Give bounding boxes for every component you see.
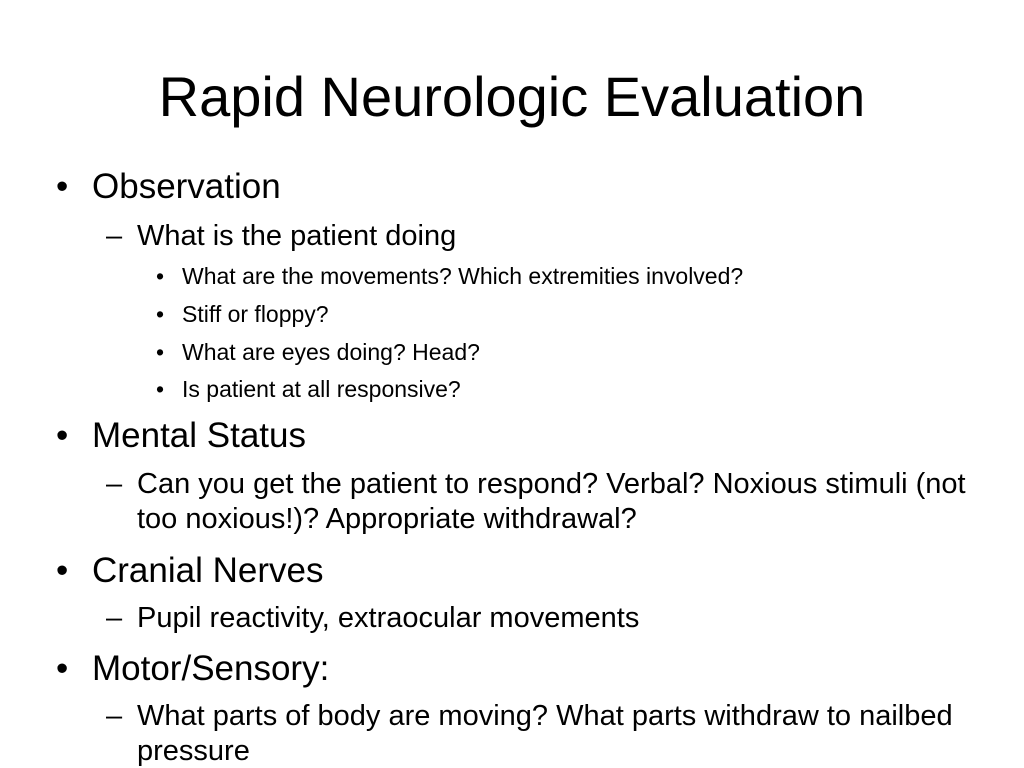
bullet-icon: • [156, 263, 165, 289]
dash-icon: – [106, 602, 123, 634]
bullet-heading: Mental Status [92, 416, 306, 455]
bullet-icon: • [156, 339, 165, 365]
bullet-icon: • [56, 416, 69, 455]
bullet-heading: Cranial Nerves [92, 551, 324, 590]
sub-bullet-text: What parts of body are moving? What parts withdraw to nailbed pressure [137, 700, 953, 767]
sub-bullet-text: What is the patient doing [137, 220, 457, 252]
dash-icon: – [106, 468, 123, 500]
bullet-heading: Motor/Sensory: [92, 649, 330, 688]
bullet-heading: Observation [92, 167, 281, 206]
bullet-icon: • [56, 551, 69, 590]
point-text: What are eyes doing? Head? [182, 339, 480, 365]
slide-title: Rapid Neurologic Evaluation [158, 65, 866, 128]
bullet-icon: • [56, 649, 69, 688]
bullet-icon: • [156, 376, 165, 402]
point-text: What are the movements? Which extremities involved? [182, 263, 744, 289]
dash-icon: – [106, 220, 123, 252]
dash-icon: – [106, 700, 123, 732]
bullet-icon: • [56, 167, 69, 206]
sub-bullet-text: Can you get the patient to respond? Verbal? Noxious stimuli (not too noxious!)? Appropriate withdrawal? [137, 468, 966, 535]
bullet-icon: • [156, 301, 165, 327]
sub-bullet-text: Pupil reactivity, extraocular movements [137, 602, 640, 634]
point-text: Is patient at all responsive? [182, 376, 461, 402]
point-text: Stiff or floppy? [182, 301, 329, 327]
